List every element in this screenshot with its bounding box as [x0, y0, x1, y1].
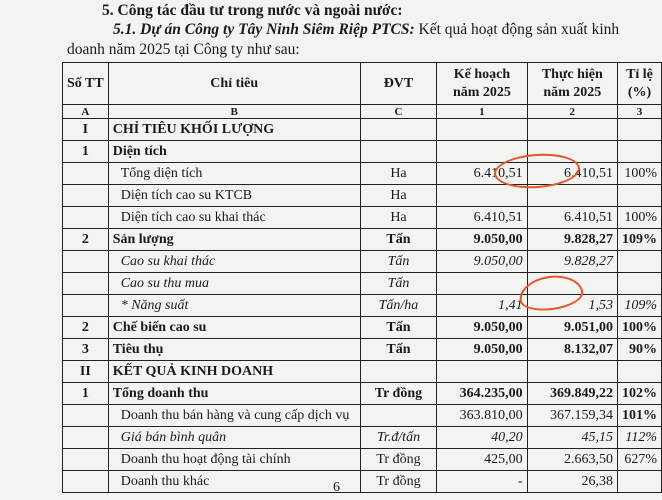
table-row — [63, 471, 662, 493]
cell-dvt: Tr đồng — [360, 383, 437, 405]
cell-stt — [63, 251, 109, 273]
page-number: 6 — [333, 480, 340, 495]
cell-ke-hoach — [437, 273, 527, 295]
cell-ti-le — [617, 141, 661, 163]
header-dvt: ĐVT — [360, 63, 437, 105]
table-row — [63, 405, 662, 427]
cell-dvt: Ha — [360, 207, 437, 229]
cell-stt — [63, 405, 109, 427]
cell-ke-hoach: 9.050,00 — [437, 339, 527, 361]
table-row — [63, 163, 662, 185]
cell-stt — [63, 295, 109, 317]
cell-chi-tieu: Diện tích cao su khai thác — [108, 207, 360, 229]
intro-number: 5.1. — [113, 21, 137, 38]
header-thuc-hien: Thực hiện năm 2025 — [527, 63, 617, 105]
column-letter: 3 — [617, 105, 661, 119]
cell-thuc-hien: 8.132,07 — [527, 339, 617, 361]
cell-chi-tieu: Doanh thu hoạt động tài chính — [108, 449, 360, 471]
cell-dvt: Ha — [360, 185, 437, 207]
cell-stt: I — [63, 119, 109, 141]
results-table — [62, 62, 662, 493]
cell-thuc-hien — [527, 361, 617, 383]
column-letter-row — [63, 105, 662, 119]
cell-ti-le — [617, 471, 661, 493]
cell-chi-tieu: Cao su thu mua — [108, 273, 360, 295]
cell-ti-le — [617, 251, 661, 273]
cell-stt: 1 — [63, 141, 109, 163]
cell-ti-le — [617, 185, 661, 207]
table-row — [63, 141, 662, 163]
cell-dvt: Tấn/ha — [360, 295, 437, 317]
cell-stt — [63, 449, 109, 471]
cell-dvt: Tấn — [360, 317, 437, 339]
cell-thuc-hien: 2.663,50 — [527, 449, 617, 471]
cell-chi-tieu: CHỈ TIÊU KHỐI LƯỢNG — [108, 119, 360, 141]
cell-ti-le: 112% — [617, 427, 661, 449]
cell-dvt — [360, 119, 437, 141]
cell-ti-le: 627% — [617, 449, 661, 471]
cell-ke-hoach — [437, 185, 527, 207]
table-row — [63, 119, 662, 141]
cell-ke-hoach — [437, 119, 527, 141]
cell-ke-hoach: 6.410,51 — [437, 207, 527, 229]
cell-ke-hoach: 40,20 — [437, 427, 527, 449]
cell-thuc-hien — [527, 185, 617, 207]
cell-dvt: Tấn — [360, 339, 437, 361]
column-letter: A — [63, 105, 109, 119]
table-row — [63, 251, 662, 273]
cell-chi-tieu: Cao su khai thác — [108, 251, 360, 273]
cell-chi-tieu: Diện tích — [108, 141, 360, 163]
cell-stt: 2 — [63, 317, 109, 339]
table-body — [63, 119, 662, 493]
cell-chi-tieu: Tiêu thụ — [108, 339, 360, 361]
cell-ke-hoach — [437, 361, 527, 383]
cell-stt — [63, 471, 109, 493]
cell-stt: 3 — [63, 339, 109, 361]
cell-dvt — [360, 405, 437, 427]
cell-ke-hoach: - — [437, 471, 527, 493]
cell-dvt: Tấn — [360, 229, 437, 251]
table-row — [63, 339, 662, 361]
cell-chi-tieu: Diện tích cao su KTCB — [108, 185, 360, 207]
cell-thuc-hien — [527, 273, 617, 295]
cell-ti-le: 109% — [617, 295, 661, 317]
cell-ti-le: 109% — [617, 229, 661, 251]
cell-ke-hoach — [437, 141, 527, 163]
cell-thuc-hien: 26,38 — [527, 471, 617, 493]
table-row — [63, 449, 662, 471]
table-row — [63, 317, 662, 339]
cell-thuc-hien: 9.051,00 — [527, 317, 617, 339]
cell-ti-le: 90% — [617, 339, 661, 361]
table-row — [63, 295, 662, 317]
table-row — [63, 229, 662, 251]
table-row — [63, 361, 662, 383]
cell-chi-tieu: * Năng suất — [108, 295, 360, 317]
cell-chi-tieu: Tổng doanh thu — [108, 383, 360, 405]
cell-ke-hoach: 425,00 — [437, 449, 527, 471]
table-row — [63, 273, 662, 295]
cell-thuc-hien — [527, 119, 617, 141]
cell-chi-tieu: Tổng diện tích — [108, 163, 360, 185]
cell-dvt: Tấn — [360, 273, 437, 295]
cell-thuc-hien: 45,15 — [527, 427, 617, 449]
cell-ti-le — [617, 119, 661, 141]
cell-dvt: Tấn — [360, 251, 437, 273]
cell-chi-tieu: Sản lượng — [108, 229, 360, 251]
cell-stt: II — [63, 361, 109, 383]
intro-line-1-rest: Kết quả hoạt động sản xuất kinh — [418, 21, 620, 38]
cell-ti-le — [617, 361, 661, 383]
column-letter: 2 — [527, 105, 617, 119]
column-letter: C — [360, 105, 437, 119]
cell-ke-hoach: 364.235,00 — [437, 383, 527, 405]
cell-ti-le — [617, 273, 661, 295]
cell-thuc-hien: 6.410,51 — [527, 207, 617, 229]
cell-ti-le: 102% — [617, 383, 661, 405]
cell-stt — [63, 185, 109, 207]
cell-chi-tieu: KẾT QUẢ KINH DOANH — [108, 361, 360, 383]
intro-project: Dự án Công ty Tây Ninh Siêm Riệp PTCS: — [140, 21, 415, 38]
cell-thuc-hien: 369.849,22 — [527, 383, 617, 405]
cell-dvt: Tr.đ/tấn — [360, 427, 437, 449]
header-ke-hoach: Kế hoạch năm 2025 — [437, 63, 527, 105]
cell-thuc-hien — [527, 141, 617, 163]
cell-stt: 2 — [63, 229, 109, 251]
cell-dvt: Ha — [360, 163, 437, 185]
cell-ke-hoach: 9.050,00 — [437, 229, 527, 251]
cell-stt — [63, 163, 109, 185]
cell-chi-tieu: Giá bán bình quân — [108, 427, 360, 449]
cell-ti-le: 101% — [617, 405, 661, 427]
cell-dvt: Tr đồng — [360, 449, 437, 471]
cell-dvt — [360, 141, 437, 163]
cell-ti-le: 100% — [617, 207, 661, 229]
cell-ti-le: 100% — [617, 163, 661, 185]
cell-ke-hoach: 9.050,00 — [437, 317, 527, 339]
header-chi-tieu: Chỉ tiêu — [108, 63, 360, 105]
cell-ke-hoach: 9.050,00 — [437, 251, 527, 273]
table-row — [63, 427, 662, 449]
table-row — [63, 207, 662, 229]
cell-thuc-hien: 1,53 — [527, 295, 617, 317]
table-row — [63, 185, 662, 207]
cell-thuc-hien: 9.828,27 — [527, 251, 617, 273]
table-header-row — [63, 63, 662, 105]
cell-thuc-hien: 367.159,34 — [527, 405, 617, 427]
cell-ke-hoach: 6.410,51 — [437, 163, 527, 185]
cell-ti-le: 100% — [617, 317, 661, 339]
cell-thuc-hien: 6.410,51 — [527, 163, 617, 185]
cell-stt — [63, 207, 109, 229]
cell-dvt: Tr đồng — [360, 471, 437, 493]
cell-chi-tieu: Chế biến cao su — [108, 317, 360, 339]
cell-stt: 1 — [63, 383, 109, 405]
header-stt: Số TT — [63, 63, 109, 105]
cell-thuc-hien: 9.828,27 — [527, 229, 617, 251]
cell-chi-tieu: Doanh thu bán hàng và cung cấp dịch vụ — [108, 405, 360, 427]
intro-line-2: doanh năm 2025 tại Công ty như sau: — [67, 41, 300, 58]
header-ti-le: Tỉ lệ (%) — [617, 63, 661, 105]
cell-ke-hoach: 1,41 — [437, 295, 527, 317]
column-letter: 1 — [437, 105, 527, 119]
cell-dvt — [360, 361, 437, 383]
intro-line-1 — [113, 21, 619, 39]
cell-ke-hoach: 363.810,00 — [437, 405, 527, 427]
cell-chi-tieu: Doanh thu khác — [108, 471, 360, 493]
column-letter: B — [108, 105, 360, 119]
section-heading: 5. Công tác đầu tư trong nước và ngoài nước: — [102, 2, 403, 19]
cell-stt — [63, 427, 109, 449]
table-row — [63, 383, 662, 405]
cell-stt — [63, 273, 109, 295]
